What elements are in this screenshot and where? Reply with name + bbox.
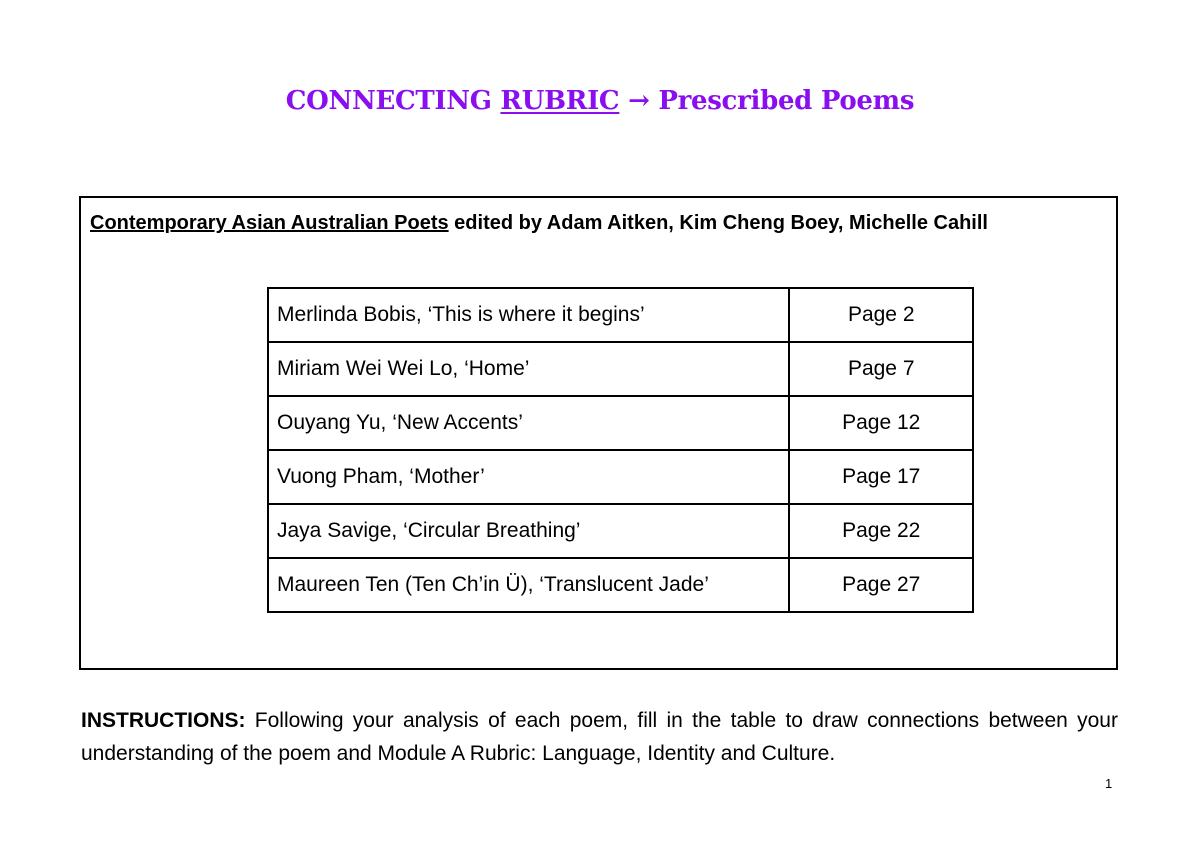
table-row <box>268 504 973 558</box>
instructions-paragraph <box>81 704 1118 770</box>
page-cell: Page 27 <box>789 558 973 612</box>
poem-cell: Ouyang Yu, ‘New Accents’ <box>268 396 789 450</box>
table-row <box>268 288 973 342</box>
poem-cell: Maureen Ten (Ten Ch’in Ü), ‘Translucent Jade’ <box>268 558 789 612</box>
table-row <box>268 558 973 612</box>
table-row <box>268 450 973 504</box>
poem-cell: Vuong Pham, ‘Mother’ <box>268 450 789 504</box>
page-title <box>0 86 1200 116</box>
page-cell: Page 12 <box>789 396 973 450</box>
instructions-label: INSTRUCTIONS: <box>81 709 246 732</box>
page-number: 1 <box>1105 776 1113 791</box>
anthology-heading <box>90 204 1115 242</box>
instructions-text: Following your analysis of each poem, fill in the table to draw connections between your understanding of the poem and Module A Rubric: Language, Identity and Culture. <box>81 709 1118 765</box>
page-cell: Page 7 <box>789 342 973 396</box>
title-part-prescribed-poems: → Prescribed Poems <box>628 86 915 116</box>
poems-table <box>267 287 974 613</box>
anthology-box <box>79 196 1118 670</box>
table-row <box>268 342 973 396</box>
title-part-connecting: CONNECTING <box>285 86 492 116</box>
poem-cell: Miriam Wei Wei Lo, ‘Home’ <box>268 342 789 396</box>
page-cell: Page 2 <box>789 288 973 342</box>
poem-cell: Merlinda Bobis, ‘This is where it begins’ <box>268 288 789 342</box>
anthology-title: Contemporary Asian Australian Poets <box>90 212 449 234</box>
page-cell: Page 17 <box>789 450 973 504</box>
page-cell: Page 22 <box>789 504 973 558</box>
title-part-rubric: RUBRIC <box>500 86 620 116</box>
poem-cell: Jaya Savige, ‘Circular Breathing’ <box>268 504 789 558</box>
anthology-editors: edited by Adam Aitken, Kim Cheng Boey, Michelle Cahill <box>454 212 988 234</box>
table-row <box>268 396 973 450</box>
